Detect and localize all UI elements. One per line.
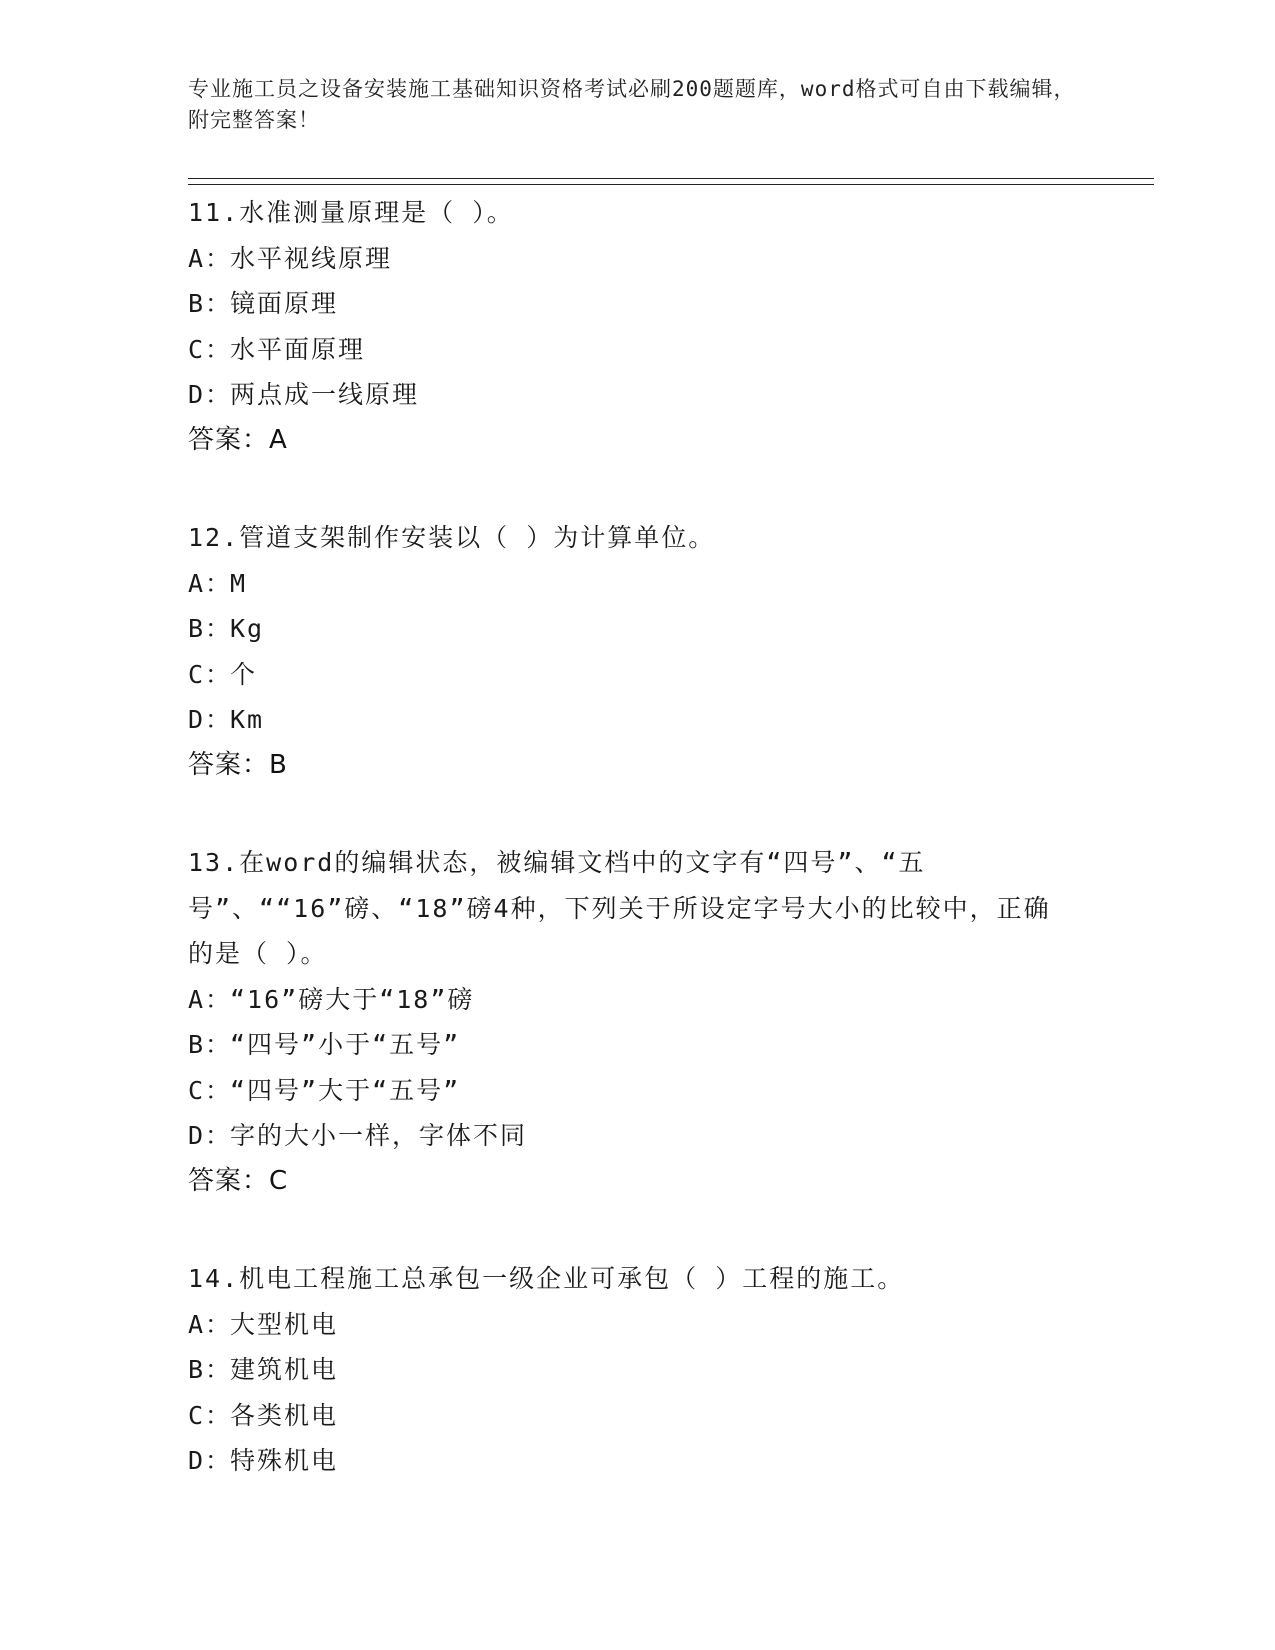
header-double-rule (188, 178, 1154, 185)
option-text: 水平面原理 (230, 334, 366, 364)
option-text: “16”磅大于“18”磅 (230, 984, 475, 1014)
option-text: 水平视线原理 (230, 243, 393, 273)
option-text: 两点成一线原理 (230, 380, 420, 409)
answer-line: 答案：B (188, 749, 288, 780)
option-key: C： (188, 1400, 233, 1430)
option-a (188, 1302, 1088, 1348)
question-item (188, 190, 1088, 463)
option-key: C： (188, 334, 233, 364)
option-key: A： (188, 568, 233, 598)
option-text: 建筑机电 (230, 1355, 339, 1384)
option-c (188, 327, 1088, 373)
option-d (188, 1113, 1088, 1159)
option-b (188, 281, 1088, 327)
option-text: 镜面原理 (230, 289, 339, 318)
option-key: D： (188, 1121, 233, 1150)
option-key: B： (188, 289, 233, 318)
question-item (188, 840, 1088, 1204)
answer-line: 答案：A (188, 424, 288, 455)
option-text: 各类机电 (230, 1400, 339, 1430)
document-header: 专业施工员之设备安装施工基础知识资格考试必刷200题题库，word格式可自由下载编辑，附完整答案！ (188, 77, 1076, 132)
option-c (188, 652, 1088, 698)
answer-line: 答案：C (188, 1165, 289, 1196)
question-stem: 13.在word的编辑状态，被编辑文档中的文字有“四号”、“五号”、““16”磅、“18”磅4种，下列关于所设定字号大小的比较中，正确的是（ ）。 (188, 848, 1051, 968)
option-key: B： (188, 1030, 233, 1059)
option-key: C： (188, 1075, 233, 1105)
option-text: 大型机电 (230, 1309, 339, 1339)
option-key: A： (188, 1309, 233, 1339)
option-text: Kg (230, 614, 265, 643)
option-a (188, 561, 1088, 607)
option-key: C： (188, 659, 233, 689)
option-a (188, 977, 1088, 1023)
option-b (188, 1347, 1088, 1393)
option-c (188, 1068, 1088, 1114)
option-text: 字的大小一样，字体不同 (230, 1121, 528, 1150)
option-key: D： (188, 1446, 233, 1475)
option-key: D： (188, 705, 233, 734)
option-d (188, 697, 1088, 743)
option-key: B： (188, 614, 233, 643)
question-item (188, 1256, 1088, 1484)
option-key: A： (188, 243, 233, 273)
question-stem: 14.机电工程施工总承包一级企业可承包（ ）工程的施工。 (188, 1264, 905, 1293)
option-a (188, 236, 1088, 282)
option-d (188, 1438, 1088, 1484)
option-b (188, 606, 1088, 652)
option-d (188, 372, 1088, 418)
question-list (188, 190, 1088, 1536)
option-text: “四号”大于“五号” (230, 1075, 461, 1105)
option-key: A： (188, 984, 233, 1014)
question-stem: 12.管道支架制作安装以（ ）为计算单位。 (188, 523, 716, 552)
question-item (188, 515, 1088, 788)
option-text: 特殊机电 (230, 1446, 339, 1475)
option-text: M (230, 568, 248, 598)
option-c (188, 1393, 1088, 1439)
question-stem: 11.水准测量原理是（ ）。 (188, 198, 514, 227)
option-key: B： (188, 1355, 233, 1384)
option-text: “四号”小于“五号” (230, 1030, 461, 1059)
option-text: 个 (230, 659, 258, 689)
option-key: D： (188, 380, 233, 409)
option-text: Km (230, 705, 265, 734)
option-b (188, 1022, 1088, 1068)
